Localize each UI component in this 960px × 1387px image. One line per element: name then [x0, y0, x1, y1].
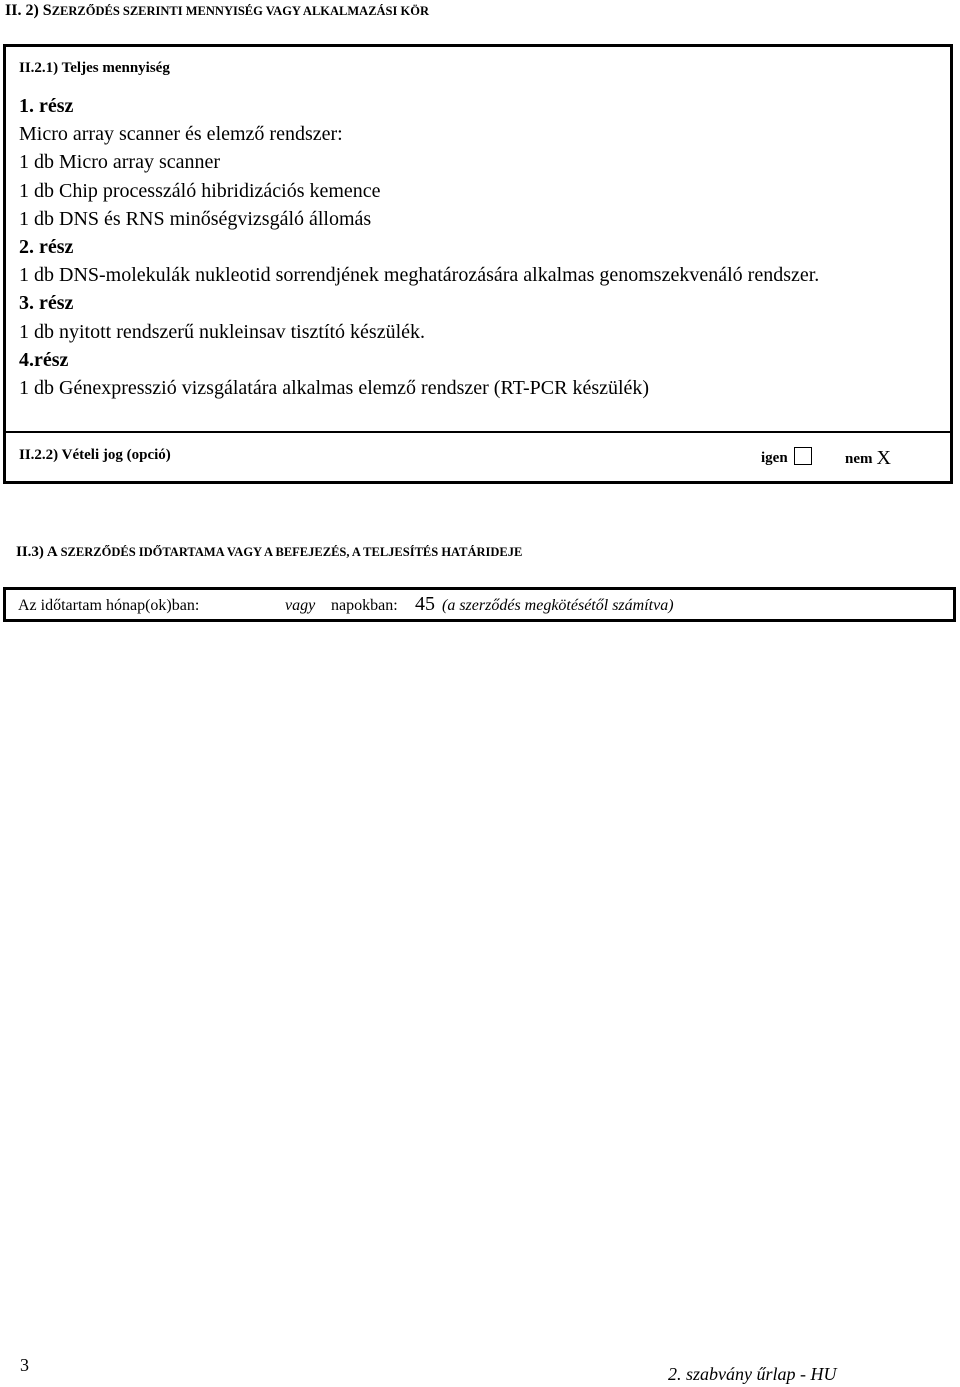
- option-no-label: nem: [845, 451, 873, 467]
- duration-days-note: (a szerződés megkötésétől számítva): [442, 597, 674, 614]
- duration-months-label: Az időtartam hónap(ok)ban:: [18, 597, 200, 614]
- item-line: 1 db Génexpresszió vizsgálatára alkalmas elemző rendszer (RT-PCR készülék): [19, 377, 650, 400]
- section-title-ii3: [16, 544, 522, 561]
- item-line: 1 db DNS-molekulák nukleotid sorrendjének meghatározására alkalmas genomszekvenáló rendszer.: [19, 264, 820, 287]
- form-name: 2. szabvány űrlap - HU: [668, 1364, 837, 1384]
- option-heading: II.2.2) Vételi jog (opció): [19, 447, 171, 463]
- option-yes: [761, 447, 812, 467]
- quantity-box: [3, 44, 953, 484]
- option-yes-checkbox[interactable]: [794, 447, 812, 465]
- quantity-heading: II.2.1) Teljes mennyiség: [19, 60, 170, 76]
- section-title-rest: ZERZŐDÉS SZERINTI MENNYISÉG VAGY ALKALMAZÁSI KÖR: [51, 4, 429, 18]
- part-heading: 3. rész: [19, 292, 74, 315]
- duration-days-value: 45: [415, 593, 435, 615]
- item-line: 1 db DNS és RNS minőségvizsgáló állomás: [19, 207, 372, 230]
- item-line: 1 db Chip processzáló hibridizációs kemence: [19, 179, 381, 202]
- quantity-lines: [19, 92, 942, 402]
- item-line: 1 db Micro array scanner: [19, 151, 221, 174]
- section3-prefix: II.3) A: [16, 544, 61, 560]
- option-no-mark[interactable]: X: [876, 447, 891, 469]
- section-title-ii2: [5, 2, 429, 20]
- option-yes-label: igen: [761, 450, 788, 466]
- option-no: [845, 447, 891, 470]
- part-heading: 4.rész: [19, 348, 69, 371]
- option-divider: [6, 431, 950, 433]
- part-heading: 1. rész: [19, 95, 74, 117]
- duration-box: [3, 587, 956, 622]
- section3-rest: SZERZŐDÉS IDŐTARTAMA VAGY A BEFEJEZÉS, A TELJESÍTÉS HATÁRIDEJE: [60, 545, 523, 559]
- part-heading: 2. rész: [19, 236, 74, 259]
- section-title-prefix: II. 2) S: [5, 2, 52, 19]
- item-line: 1 db nyitott rendszerű nukleinsav tisztító készülék.: [19, 320, 426, 343]
- item-line: Micro array scanner és elemző rendszer:: [19, 123, 343, 146]
- duration-or-label: vagy: [285, 597, 316, 614]
- duration-days-label: napokban:: [331, 597, 398, 614]
- page-number: 3: [20, 1355, 29, 1375]
